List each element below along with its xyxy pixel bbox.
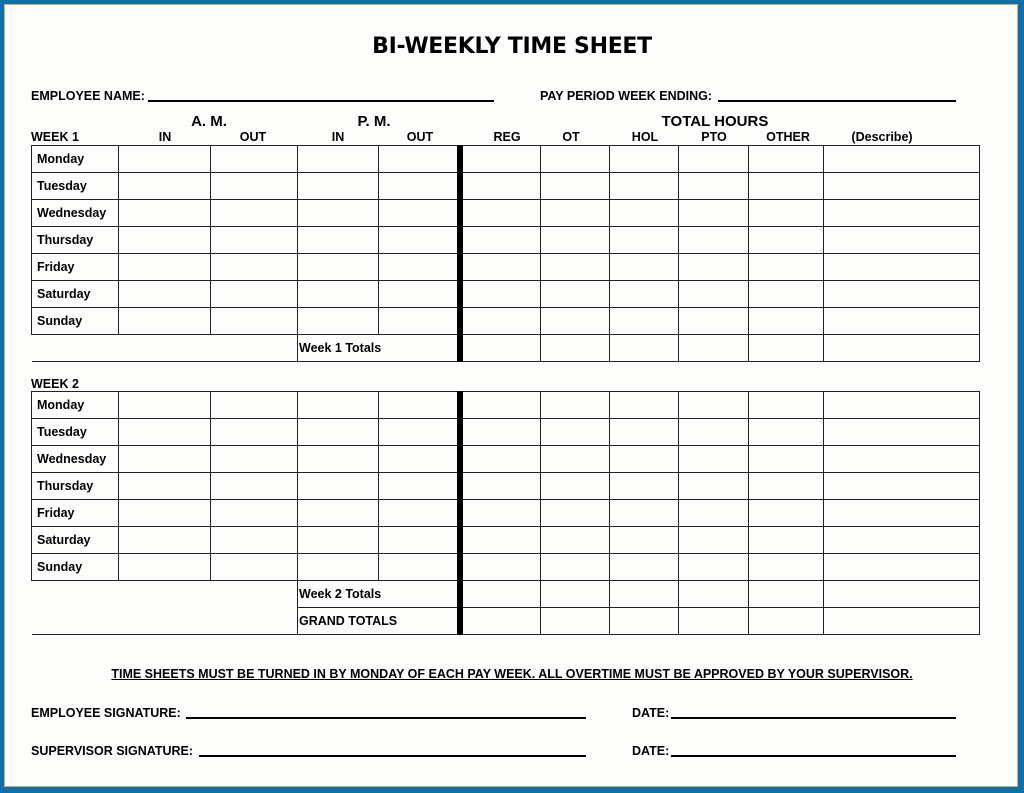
week1-wednesday-am-in-cell[interactable] [119,200,211,227]
week1-thursday-ot-cell[interactable] [541,227,610,254]
week2-monday-pm-out-cell[interactable] [379,392,460,419]
week2-totals-ot-cell[interactable] [541,581,610,608]
week1-friday-am-out-cell[interactable] [211,254,298,281]
day-label: Friday [32,500,119,527]
week1-thursday-other-cell[interactable] [749,227,824,254]
week1-friday-reg-cell[interactable] [460,254,541,281]
week1-saturday-pto-cell[interactable] [679,281,749,308]
week2-thursday-pm-in-cell[interactable] [298,473,379,500]
pay-period-label: PAY PERIOD WEEK ENDING: [540,89,713,103]
submission-notice: TIME SHEETS MUST BE TURNED IN BY MONDAY OF EACH PAY WEEK. ALL OVERTIME MUST BE APPROVED BY YOUR SUPERVISOR. [111,667,913,681]
week2-wednesday-ot-cell[interactable] [541,446,610,473]
week2-thursday-hol-cell[interactable] [610,473,679,500]
week2-thursday-pto-cell[interactable] [679,473,749,500]
week1-thursday-am-in-cell[interactable] [119,227,211,254]
week2-friday-pto-cell[interactable] [679,500,749,527]
week2-wednesday-reg-cell[interactable] [460,446,541,473]
grand-totals-hol-cell[interactable] [610,608,679,635]
week1-tuesday-other-cell[interactable] [749,173,824,200]
week1-saturday-hol-cell[interactable] [610,281,679,308]
week1-friday-describe-cell[interactable] [824,254,980,281]
week2-label: WEEK 2 [31,377,79,391]
week1-tuesday-pm-in-cell[interactable] [298,173,379,200]
day-row [32,527,980,554]
week2-sunday-other-cell[interactable] [749,554,824,581]
week1-wednesday-pto-cell[interactable] [679,200,749,227]
supervisor-signature-field[interactable] [199,755,586,757]
week2-saturday-describe-cell[interactable] [824,527,980,554]
week2-wednesday-pm-out-cell[interactable] [379,446,460,473]
day-label: Tuesday [32,173,119,200]
col-pto: PTO [701,130,727,144]
week1-sunday-pm-out-cell[interactable] [379,308,460,335]
week2-wednesday-describe-cell[interactable] [824,446,980,473]
week2-sunday-am-in-cell[interactable] [119,554,211,581]
week1-monday-am-in-cell[interactable] [119,146,211,173]
week2-sunday-am-out-cell[interactable] [211,554,298,581]
week2-monday-reg-cell[interactable] [460,392,541,419]
employee-name-label: EMPLOYEE NAME: [31,89,145,103]
spacer [32,608,298,635]
col-am-out: OUT [239,130,267,144]
week1-sunday-am-in-cell[interactable] [119,308,211,335]
week1-friday-other-cell[interactable] [749,254,824,281]
week2-wednesday-pto-cell[interactable] [679,446,749,473]
week1-sunday-pm-in-cell[interactable] [298,308,379,335]
week1-saturday-am-in-cell[interactable] [119,281,211,308]
week2-friday-pm-out-cell[interactable] [379,500,460,527]
week1-monday-describe-cell[interactable] [824,146,980,173]
week1-friday-ot-cell[interactable] [541,254,610,281]
day-row [32,308,980,335]
week1-saturday-am-out-cell[interactable] [211,281,298,308]
day-label: Monday [32,392,119,419]
week2-friday-other-cell[interactable] [749,500,824,527]
week1-saturday-other-cell[interactable] [749,281,824,308]
week1-monday-reg-cell[interactable] [460,146,541,173]
week1-wednesday-ot-cell[interactable] [541,200,610,227]
week2-wednesday-am-out-cell[interactable] [211,446,298,473]
week1-tuesday-pto-cell[interactable] [679,173,749,200]
day-row [32,554,980,581]
col-pm-out: OUT [406,130,434,144]
week1-thursday-describe-cell[interactable] [824,227,980,254]
week1-tuesday-ot-cell[interactable] [541,173,610,200]
week2-totals-hol-cell[interactable] [610,581,679,608]
week2-totals-row [32,581,980,608]
week2-totals-describe-cell[interactable] [824,581,980,608]
week1-wednesday-pm-in-cell[interactable] [298,200,379,227]
week1-thursday-am-out-cell[interactable] [211,227,298,254]
week1-sunday-describe-cell[interactable] [824,308,980,335]
week1-totals-describe-cell[interactable] [824,335,980,362]
week1-totals-pto-cell[interactable] [679,335,749,362]
week1-friday-am-in-cell[interactable] [119,254,211,281]
week2-saturday-am-in-cell[interactable] [119,527,211,554]
supervisor-signature-label: SUPERVISOR SIGNATURE: [31,744,194,758]
day-label: Tuesday [32,419,119,446]
week2-friday-am-in-cell[interactable] [119,500,211,527]
week1-wednesday-describe-cell[interactable] [824,200,980,227]
week1-monday-ot-cell[interactable] [541,146,610,173]
week2-tuesday-am-out-cell[interactable] [211,419,298,446]
week2-monday-describe-cell[interactable] [824,392,980,419]
week1-friday-pto-cell[interactable] [679,254,749,281]
week2-friday-describe-cell[interactable] [824,500,980,527]
day-row [32,281,980,308]
week2-totals-pto-cell[interactable] [679,581,749,608]
employee-date-field[interactable] [671,717,956,719]
week1-friday-pm-in-cell[interactable] [298,254,379,281]
week1-tuesday-describe-cell[interactable] [824,173,980,200]
week2-thursday-am-out-cell[interactable] [211,473,298,500]
week1-thursday-reg-cell[interactable] [460,227,541,254]
week2-tuesday-am-in-cell[interactable] [119,419,211,446]
week2-tuesday-reg-cell[interactable] [460,419,541,446]
day-label: Sunday [32,554,119,581]
week1-totals-other-cell[interactable] [749,335,824,362]
day-label: Saturday [32,527,119,554]
week1-totals-ot-cell[interactable] [541,335,610,362]
week2-friday-reg-cell[interactable] [460,500,541,527]
week2-tuesday-hol-cell[interactable] [610,419,679,446]
week1-label: WEEK 1 [31,130,79,144]
supervisor-date-label: DATE: [632,744,670,758]
total-hours-header: TOTAL HOURS [661,113,769,130]
col-describe: (Describe) [851,130,913,144]
week2-sunday-pto-cell[interactable] [679,554,749,581]
grand-totals-row [32,608,980,635]
col-hol: HOL [631,130,659,144]
day-label: Thursday [32,473,119,500]
week2-saturday-reg-cell[interactable] [460,527,541,554]
week1-monday-pm-in-cell[interactable] [298,146,379,173]
week2-totals-reg-cell[interactable] [460,581,541,608]
week1-sunday-pto-cell[interactable] [679,308,749,335]
day-row [32,146,980,173]
week2-sunday-pm-in-cell[interactable] [298,554,379,581]
spacer [32,581,298,608]
week2-thursday-reg-cell[interactable] [460,473,541,500]
col-pm-in: IN [331,130,345,144]
week1-friday-hol-cell[interactable] [610,254,679,281]
pm-header: P. M. [357,113,391,130]
day-row [32,227,980,254]
day-label: Wednesday [32,446,119,473]
week2-friday-pm-in-cell[interactable] [298,500,379,527]
day-row [32,446,980,473]
week2-wednesday-other-cell[interactable] [749,446,824,473]
employee-signature-field[interactable] [186,717,586,719]
week1-table [31,145,980,362]
employee-date-label: DATE: [632,706,670,720]
pay-period-field[interactable] [718,100,956,102]
week1-tuesday-pm-out-cell[interactable] [379,173,460,200]
week1-wednesday-pm-out-cell[interactable] [379,200,460,227]
week1-sunday-reg-cell[interactable] [460,308,541,335]
week2-sunday-describe-cell[interactable] [824,554,980,581]
week2-tuesday-other-cell[interactable] [749,419,824,446]
page-title: BI-WEEKLY TIME SHEET [372,34,652,59]
week2-saturday-am-out-cell[interactable] [211,527,298,554]
week2-thursday-other-cell[interactable] [749,473,824,500]
col-reg: REG [493,130,521,144]
week2-friday-am-out-cell[interactable] [211,500,298,527]
day-row [32,254,980,281]
grand-totals-label: GRAND TOTALS [298,608,460,635]
week2-sunday-reg-cell[interactable] [460,554,541,581]
day-row [32,473,980,500]
week2-friday-hol-cell[interactable] [610,500,679,527]
week2-tuesday-pto-cell[interactable] [679,419,749,446]
day-row [32,200,980,227]
week2-saturday-ot-cell[interactable] [541,527,610,554]
week2-wednesday-am-in-cell[interactable] [119,446,211,473]
day-label: Wednesday [32,200,119,227]
day-label: Thursday [32,227,119,254]
week1-tuesday-hol-cell[interactable] [610,173,679,200]
week2-monday-am-in-cell[interactable] [119,392,211,419]
week1-friday-pm-out-cell[interactable] [379,254,460,281]
week2-thursday-ot-cell[interactable] [541,473,610,500]
week1-totals-reg-cell[interactable] [460,335,541,362]
week2-monday-other-cell[interactable] [749,392,824,419]
supervisor-date-field[interactable] [671,755,956,757]
week2-wednesday-hol-cell[interactable] [610,446,679,473]
day-row [32,419,980,446]
week2-tuesday-ot-cell[interactable] [541,419,610,446]
week1-sunday-other-cell[interactable] [749,308,824,335]
week2-saturday-pm-out-cell[interactable] [379,527,460,554]
week1-saturday-pm-out-cell[interactable] [379,281,460,308]
week1-monday-am-out-cell[interactable] [211,146,298,173]
week2-saturday-pto-cell[interactable] [679,527,749,554]
week1-tuesday-reg-cell[interactable] [460,173,541,200]
week2-saturday-other-cell[interactable] [749,527,824,554]
week1-saturday-describe-cell[interactable] [824,281,980,308]
week2-totals-other-cell[interactable] [749,581,824,608]
week1-monday-hol-cell[interactable] [610,146,679,173]
day-row [32,392,980,419]
week1-totals-label: Week 1 Totals [298,335,460,362]
week1-monday-pm-out-cell[interactable] [379,146,460,173]
week1-totals-hol-cell[interactable] [610,335,679,362]
week1-tuesday-am-out-cell[interactable] [211,173,298,200]
day-label: Friday [32,254,119,281]
week1-wednesday-hol-cell[interactable] [610,200,679,227]
week2-sunday-pm-out-cell[interactable] [379,554,460,581]
grand-totals-other-cell[interactable] [749,608,824,635]
week2-table [31,391,980,635]
week1-sunday-hol-cell[interactable] [610,308,679,335]
week2-saturday-hol-cell[interactable] [610,527,679,554]
col-am-in: IN [158,130,172,144]
grand-totals-pto-cell[interactable] [679,608,749,635]
col-other: OTHER [766,130,810,144]
week1-wednesday-am-out-cell[interactable] [211,200,298,227]
week2-totals-label: Week 2 Totals [298,581,460,608]
week2-tuesday-pm-out-cell[interactable] [379,419,460,446]
week2-thursday-pm-out-cell[interactable] [379,473,460,500]
week1-sunday-am-out-cell[interactable] [211,308,298,335]
week2-monday-am-out-cell[interactable] [211,392,298,419]
week1-tuesday-am-in-cell[interactable] [119,173,211,200]
week2-thursday-describe-cell[interactable] [824,473,980,500]
week2-monday-hol-cell[interactable] [610,392,679,419]
week1-thursday-pm-out-cell[interactable] [379,227,460,254]
grand-totals-describe-cell[interactable] [824,608,980,635]
week1-sunday-ot-cell[interactable] [541,308,610,335]
week2-sunday-hol-cell[interactable] [610,554,679,581]
grand-totals-reg-cell[interactable] [460,608,541,635]
week2-friday-ot-cell[interactable] [541,500,610,527]
day-label: Monday [32,146,119,173]
week1-saturday-reg-cell[interactable] [460,281,541,308]
week1-wednesday-other-cell[interactable] [749,200,824,227]
week1-monday-pto-cell[interactable] [679,146,749,173]
day-row [32,500,980,527]
spacer [32,335,298,362]
day-row [32,173,980,200]
week1-thursday-pm-in-cell[interactable] [298,227,379,254]
day-label: Sunday [32,308,119,335]
week1-wednesday-reg-cell[interactable] [460,200,541,227]
week2-monday-pto-cell[interactable] [679,392,749,419]
employee-signature-label: EMPLOYEE SIGNATURE: [31,706,181,720]
week1-totals-row [32,335,980,362]
week2-wednesday-pm-in-cell[interactable] [298,446,379,473]
week2-monday-pm-in-cell[interactable] [298,392,379,419]
week1-saturday-pm-in-cell[interactable] [298,281,379,308]
col-ot: OT [562,130,580,144]
week1-thursday-pto-cell[interactable] [679,227,749,254]
week1-thursday-hol-cell[interactable] [610,227,679,254]
week2-tuesday-describe-cell[interactable] [824,419,980,446]
employee-name-field[interactable] [148,100,494,102]
week2-thursday-am-in-cell[interactable] [119,473,211,500]
week2-saturday-pm-in-cell[interactable] [298,527,379,554]
week2-tuesday-pm-in-cell[interactable] [298,419,379,446]
week2-sunday-ot-cell[interactable] [541,554,610,581]
week2-monday-ot-cell[interactable] [541,392,610,419]
am-header: A. M. [191,113,227,130]
week1-monday-other-cell[interactable] [749,146,824,173]
week1-saturday-ot-cell[interactable] [541,281,610,308]
grand-totals-ot-cell[interactable] [541,608,610,635]
day-label: Saturday [32,281,119,308]
